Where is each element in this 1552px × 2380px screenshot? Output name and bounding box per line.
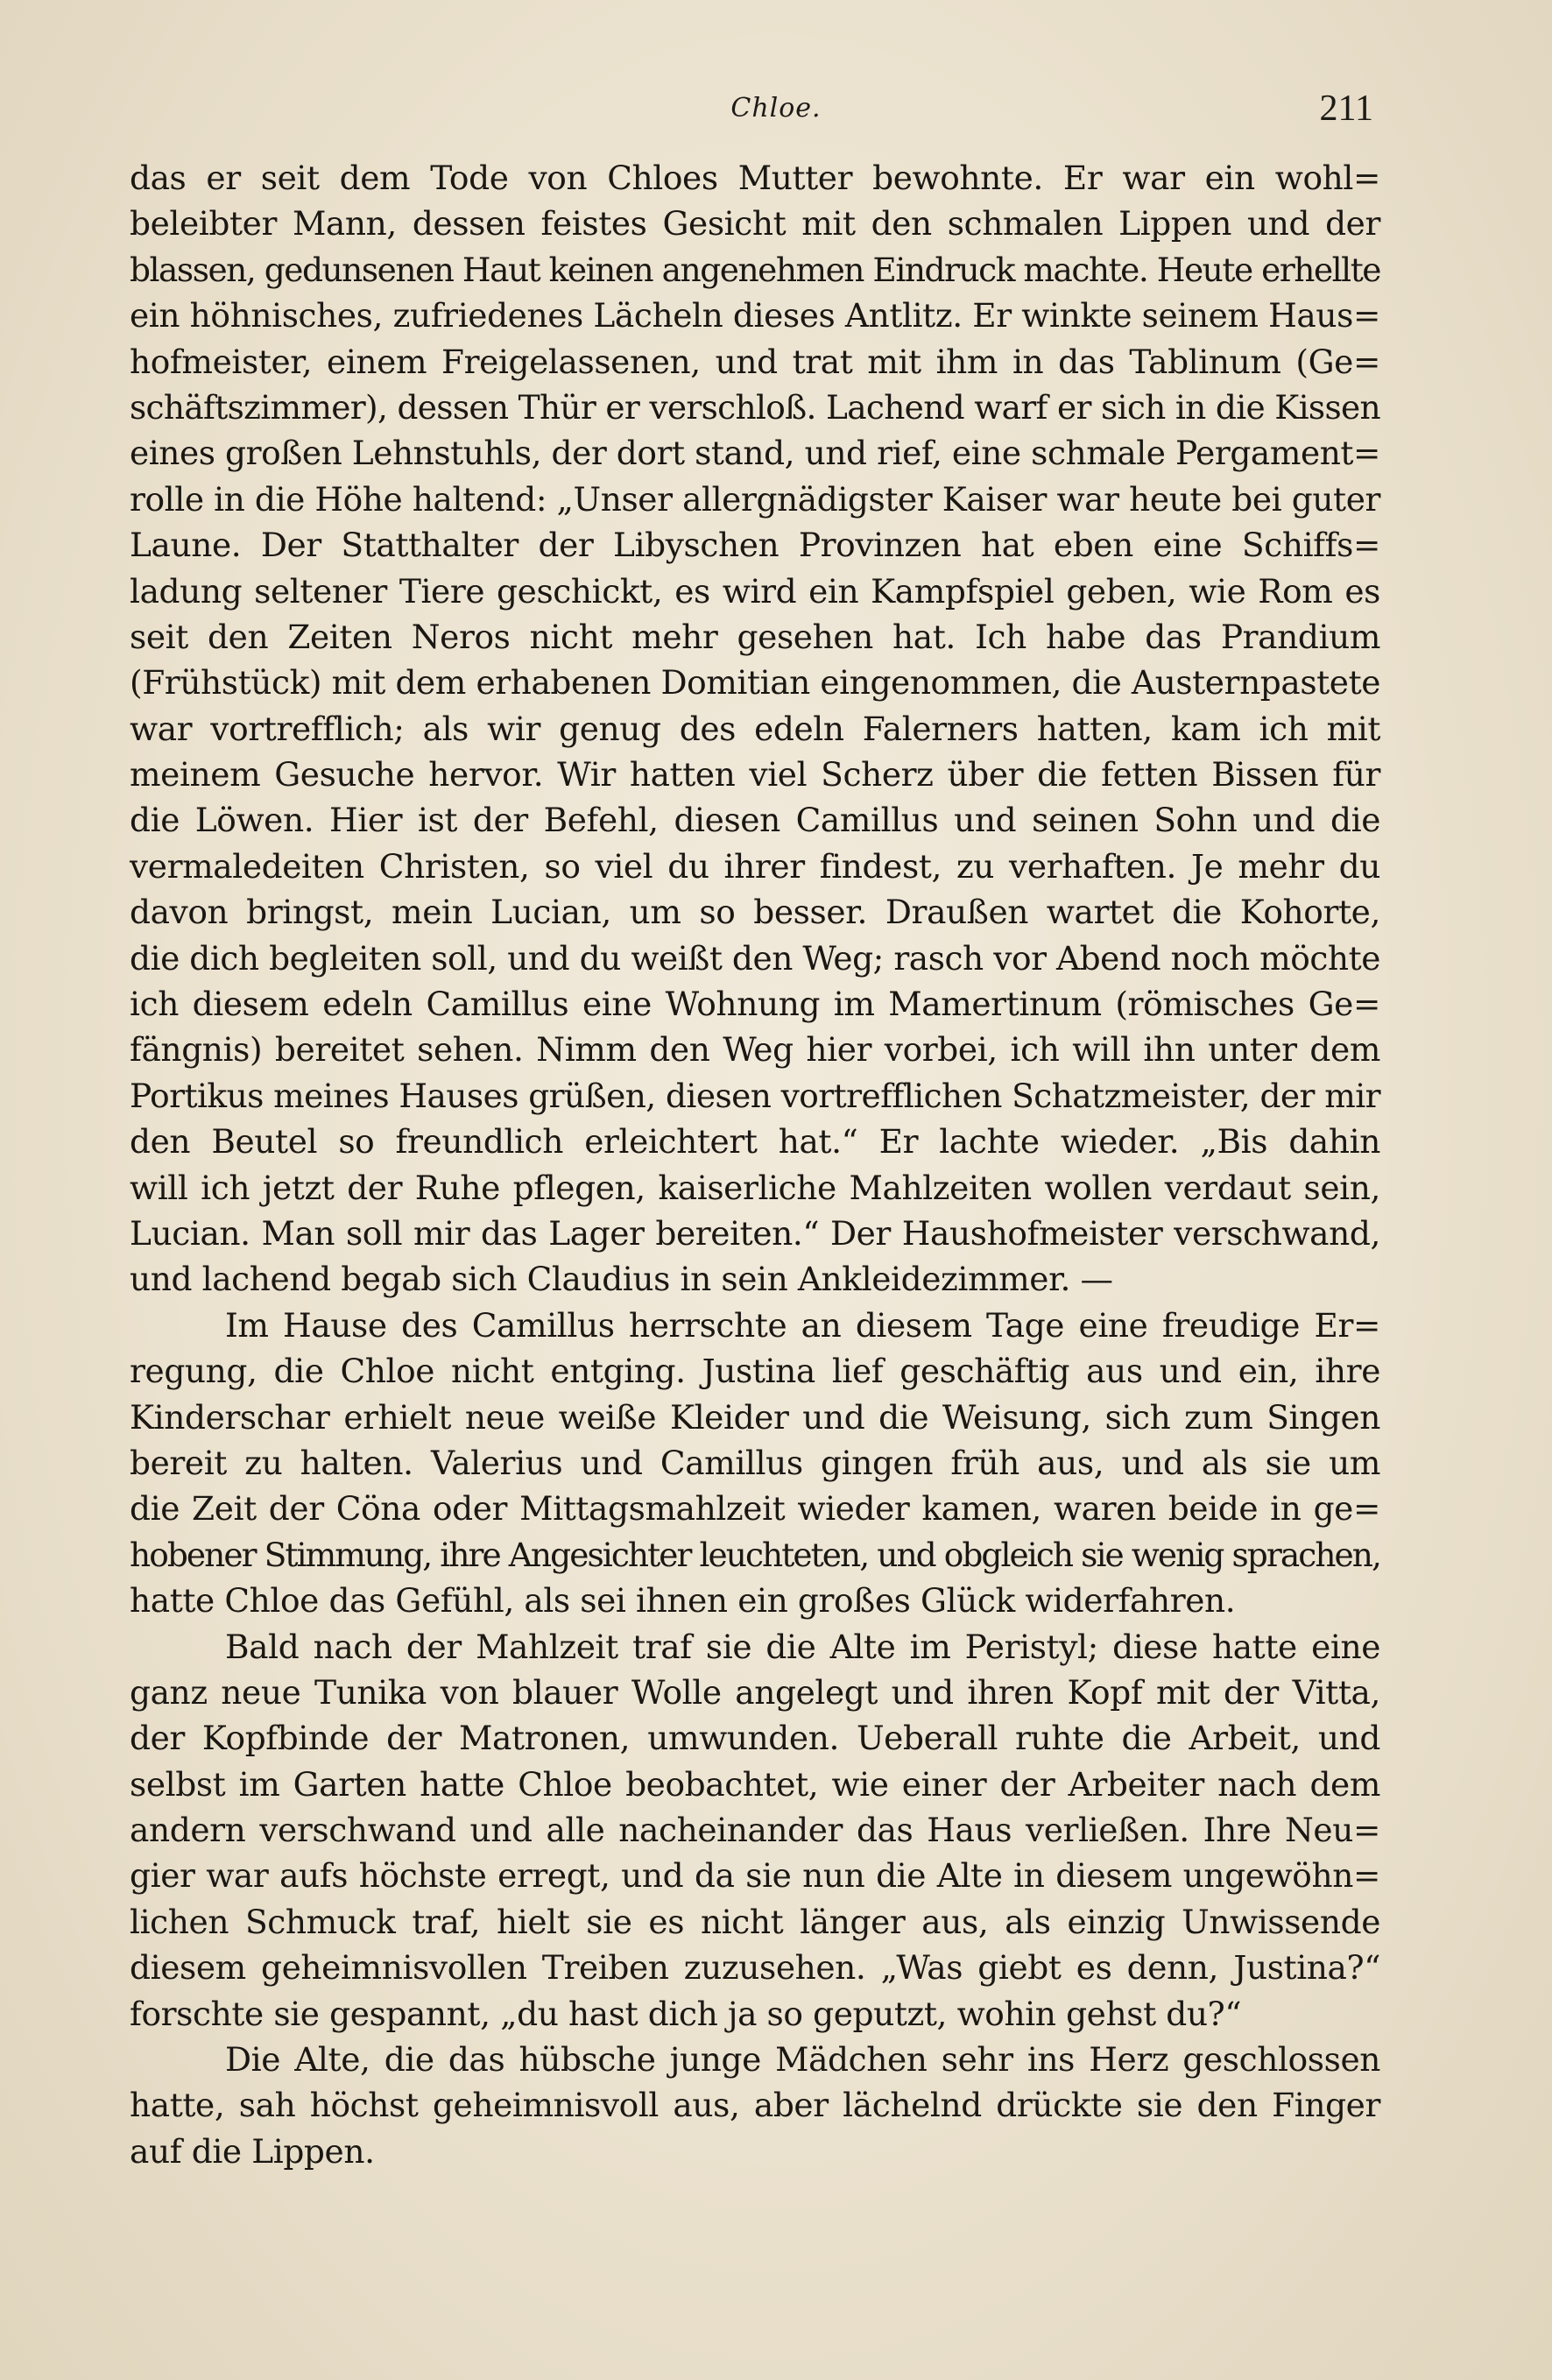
text-line: vermaledeiten Christen, so viel du ihrer findest, zu verhaften. Je mehr du — [130, 846, 1380, 886]
text-line: gier war aufs höchste erregt, und da sie nun die Alte in diesem ungewöhn= — [130, 1856, 1380, 1896]
text-line: hatte, sah höchst geheimnisvoll aus, aber lächelnd drückte sie den Finger — [130, 2086, 1380, 2125]
text-line: ganz neue Tunika von blauer Wolle angelegt und ihren Kopf mit der Vitta, — [130, 1672, 1380, 1712]
paragraph-first-line: Die Alte, die das hübsche junge Mädchen sehr ins Herz geschlossen — [225, 2040, 1380, 2080]
text-line: selbst im Garten hatte Chloe beobachtet, wie einer der Arbeiter nach dem — [130, 1764, 1380, 1804]
text-line: will ich jetzt der Ruhe pflegen, kaiserliche Mahlzeiten wollen verdaut sein, — [130, 1168, 1380, 1207]
text-line: blassen, gedunsenen Haut keinen angenehmen Eindruck machte. Heute erhellte — [130, 250, 1380, 289]
text-line: der Kopfbinde der Matronen, umwunden. Ueberall ruhte die Arbeit, und — [130, 1719, 1380, 1758]
text-line: meinem Gesuche hervor. Wir hatten viel Scherz über die fetten Bissen für — [130, 755, 1380, 795]
text-line: den Beutel so freundlich erleichtert hat.“ Er lachte wieder. „Bis dahin — [130, 1122, 1380, 1162]
running-title: Chloe. — [730, 93, 822, 124]
text-line: auf die Lippen. — [130, 2131, 375, 2171]
text-line: war vortrefflich; als wir genug des edeln Falerners hatten, kam ich mit — [130, 709, 1380, 748]
text-line: die dich begleiten soll, und du weißt den Weg; rasch vor Abend noch möchte — [130, 938, 1380, 978]
text-line: die Zeit der Cöna oder Mittagsmahlzeit wieder kamen, waren beide in ge= — [130, 1489, 1380, 1529]
text-line: das er seit dem Tode von Chloes Mutter bewohnte. Er war ein wohl= — [130, 159, 1380, 197]
text-line: und lachend begab sich Claudius in sein Ankleidezimmer. — — [130, 1260, 1113, 1299]
text-line: ladung seltener Tiere geschickt, es wird ein Kampfspiel geben, wie Rom es — [130, 571, 1380, 611]
text-line: rolle in die Höhe haltend: „Unser allergnädigster Kaiser war heute bei guter — [130, 479, 1380, 519]
text-line: Laune. Der Statthalter der Libyschen Provinzen hat eben eine Schiffs= — [130, 526, 1380, 565]
text-line: hatte Chloe das Gefühl, als sei ihnen ein großes Glück widerfahren. — [130, 1581, 1236, 1621]
text-line: bereit zu halten. Valerius und Camillus gingen früh aus, und als sie um — [130, 1443, 1380, 1482]
running-header — [0, 88, 1552, 131]
text-line: fängnis) bereitet sehen. Nimm den Weg hier vorbei, ich will ihn unter dem — [130, 1030, 1380, 1070]
text-line: andern verschwand und alle nacheinander das Haus verließen. Ihre Neu= — [130, 1811, 1380, 1850]
text-line: forschte sie gespannt, „du hast dich ja so geputzt, wohin gehst du?“ — [130, 1994, 1242, 2033]
text-line: seit den Zeiten Neros nicht mehr gesehen hat. Ich habe das Prandium — [130, 617, 1380, 656]
page-number: 211 — [1319, 88, 1373, 129]
text-line: hofmeister, einem Freigelassenen, und trat mit ihm in das Tablinum (Ge= — [130, 342, 1380, 381]
text-line: (Frühstück) mit dem erhabenen Domitian eingenommen, die Austernpastete — [130, 663, 1380, 703]
text-line: die Löwen. Hier ist der Befehl, diesen Camillus und seinen Sohn und die — [130, 801, 1380, 840]
text-line: regung, die Chloe nicht entging. Justina lief geschäftig aus und ein, ihre — [130, 1352, 1380, 1391]
text-line: hobener Stimmung, ihre Angesichter leuchteten, und obgleich sie wenig sprachen, — [130, 1535, 1380, 1574]
text-line: eines großen Lehnstuhls, der dort stand, und rief, eine schmale Pergament= — [130, 434, 1381, 473]
body-text — [130, 155, 1380, 2174]
paragraph-first-line: Im Hause des Camillus herrschte an diesem Tage eine freudige Er= — [225, 1305, 1380, 1345]
text-line: Kinderschar erhielt neue weiße Kleider und die Weisung, sich zum Singen — [130, 1397, 1380, 1437]
text-line: beleibter Mann, dessen feistes Gesicht mit den schmalen Lippen und der — [130, 204, 1380, 244]
text-line: schäftszimmer), dessen Thür er verschloß. Lachend warf er sich in die Kissen — [130, 387, 1380, 427]
text-line: lichen Schmuck traf, hielt sie es nicht länger aus, als einzig Unwissende — [130, 1902, 1380, 1941]
paragraph-first-line: Bald nach der Mahlzeit traf sie die Alte im Peristyl; diese hatte eine — [225, 1627, 1380, 1666]
text-line: Portikus meines Hauses grüßen, diesen vortrefflichen Schatzmeister, der mir — [130, 1076, 1380, 1115]
text-line: Lucian. Man soll mir das Lager bereiten.“ Der Haushofmeister verschwand, — [130, 1213, 1380, 1253]
text-line: ein höhnisches, zufriedenes Lächeln dieses Antlitz. Er winkte seinem Haus= — [130, 296, 1380, 335]
text-line: davon bringst, mein Lucian, um so besser. Draußen wartet die Kohorte, — [130, 893, 1380, 932]
text-line: ich diesem edeln Camillus eine Wohnung im Mamertinum (römisches Ge= — [130, 985, 1380, 1024]
text-line: diesem geheimnisvollen Treiben zuzusehen. „Was giebt es denn, Justina?“ — [130, 1948, 1380, 1988]
